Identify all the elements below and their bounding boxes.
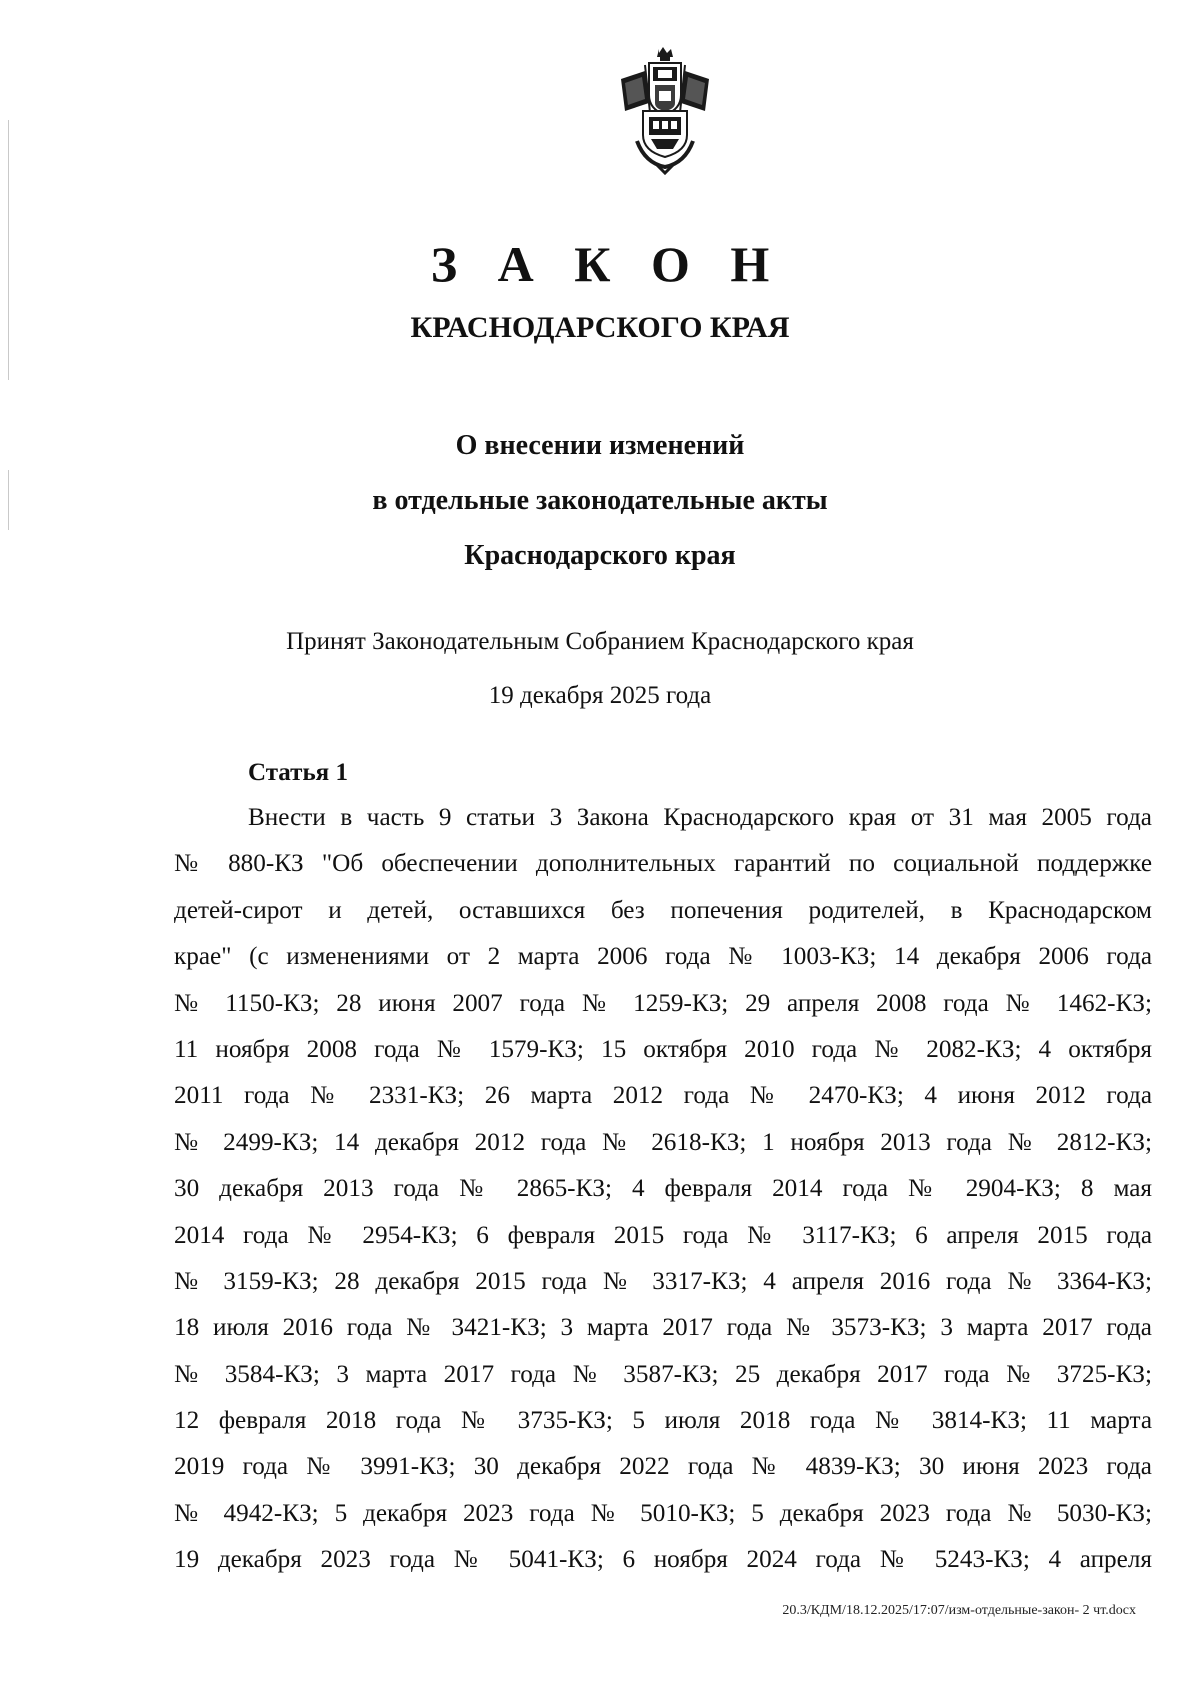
body-line: № 3584-КЗ; 3 марта 2017 года № 3587-КЗ; 25 декабря 2017 года № 3725-КЗ;: [174, 1360, 1152, 1388]
law-subject-line: в отдельные законодательные акты: [372, 485, 828, 516]
body-line: 2019 года № 3991-КЗ; 30 декабря 2022 года № 4839-КЗ; 30 июня 2023 года: [174, 1453, 1152, 1481]
body-line: 19 декабря 2023 года № 5041-КЗ; 6 ноября 2024 года № 5243-КЗ; 4 апреля: [174, 1546, 1152, 1574]
adoption-statement: Принят Законодательным Собранием Краснодарского края: [286, 628, 914, 655]
law-subject-line: О внесении изменений: [455, 430, 745, 461]
body-line: 2014 года № 2954-КЗ; 6 февраля 2015 года № 3117-КЗ; 6 апреля 2015 года: [174, 1221, 1152, 1249]
body-line: № 4942-КЗ; 5 декабря 2023 года № 5010-КЗ; 5 декабря 2023 года № 5030-КЗ;: [174, 1499, 1152, 1527]
body-line: 30 декабря 2013 года № 2865-КЗ; 4 февраля 2014 года № 2904-КЗ; 8 мая: [174, 1175, 1152, 1203]
body-line: 2011 года № 2331-КЗ; 26 марта 2012 года № 2470-КЗ; 4 июня 2012 года: [174, 1082, 1152, 1110]
article-body: [174, 795, 1152, 1584]
document-title: З А К О Н: [430, 236, 784, 292]
body-line: № 3159-КЗ; 28 декабря 2015 года № 3317-КЗ; 4 апреля 2016 года № 3364-КЗ;: [174, 1267, 1152, 1295]
article-heading: Статья 1: [248, 759, 348, 786]
body-line: № 880-КЗ "Об обеспечении дополнительных гарантий по социальной поддержке: [174, 850, 1152, 878]
document-region: КРАСНОДАРСКОГО КРАЯ: [410, 311, 790, 344]
body-line: 12 февраля 2018 года № 3735-КЗ; 5 июля 2018 года № 3814-КЗ; 11 марта: [174, 1407, 1152, 1435]
body-line: 11 ноября 2008 года № 1579-КЗ; 15 октября 2010 года № 2082-КЗ; 4 октября: [174, 1035, 1152, 1063]
adoption-date: 19 декабря 2025 года: [488, 682, 712, 709]
coat-of-arms-icon: [615, 45, 715, 175]
law-subject-line: Краснодарского края: [464, 540, 736, 571]
body-line: Внести в часть 9 статьи 3 Закона Краснодарского края от 31 мая 2005 года: [248, 804, 1152, 831]
body-line: № 1150-КЗ; 28 июня 2007 года № 1259-КЗ; 29 апреля 2008 года № 1462-КЗ;: [174, 989, 1152, 1017]
body-line: 18 июля 2016 года № 3421-КЗ; 3 марта 2017 года № 3573-КЗ; 3 марта 2017 года: [174, 1314, 1152, 1342]
body-line: № 2499-КЗ; 14 декабря 2012 года № 2618-КЗ; 1 ноября 2013 года № 2812-КЗ;: [174, 1128, 1152, 1156]
body-line: крае" (с изменениями от 2 марта 2006 года № 1003-КЗ; 14 декабря 2006 года: [174, 943, 1152, 971]
document-file-footer: 20.3/КДМ/18.12.2025/17:07/изм-отдельные-закон- 2 чт.docx: [782, 1603, 1136, 1618]
body-line: детей-сирот и детей, оставшихся без попечения родителей, в Краснодарском: [174, 896, 1152, 924]
